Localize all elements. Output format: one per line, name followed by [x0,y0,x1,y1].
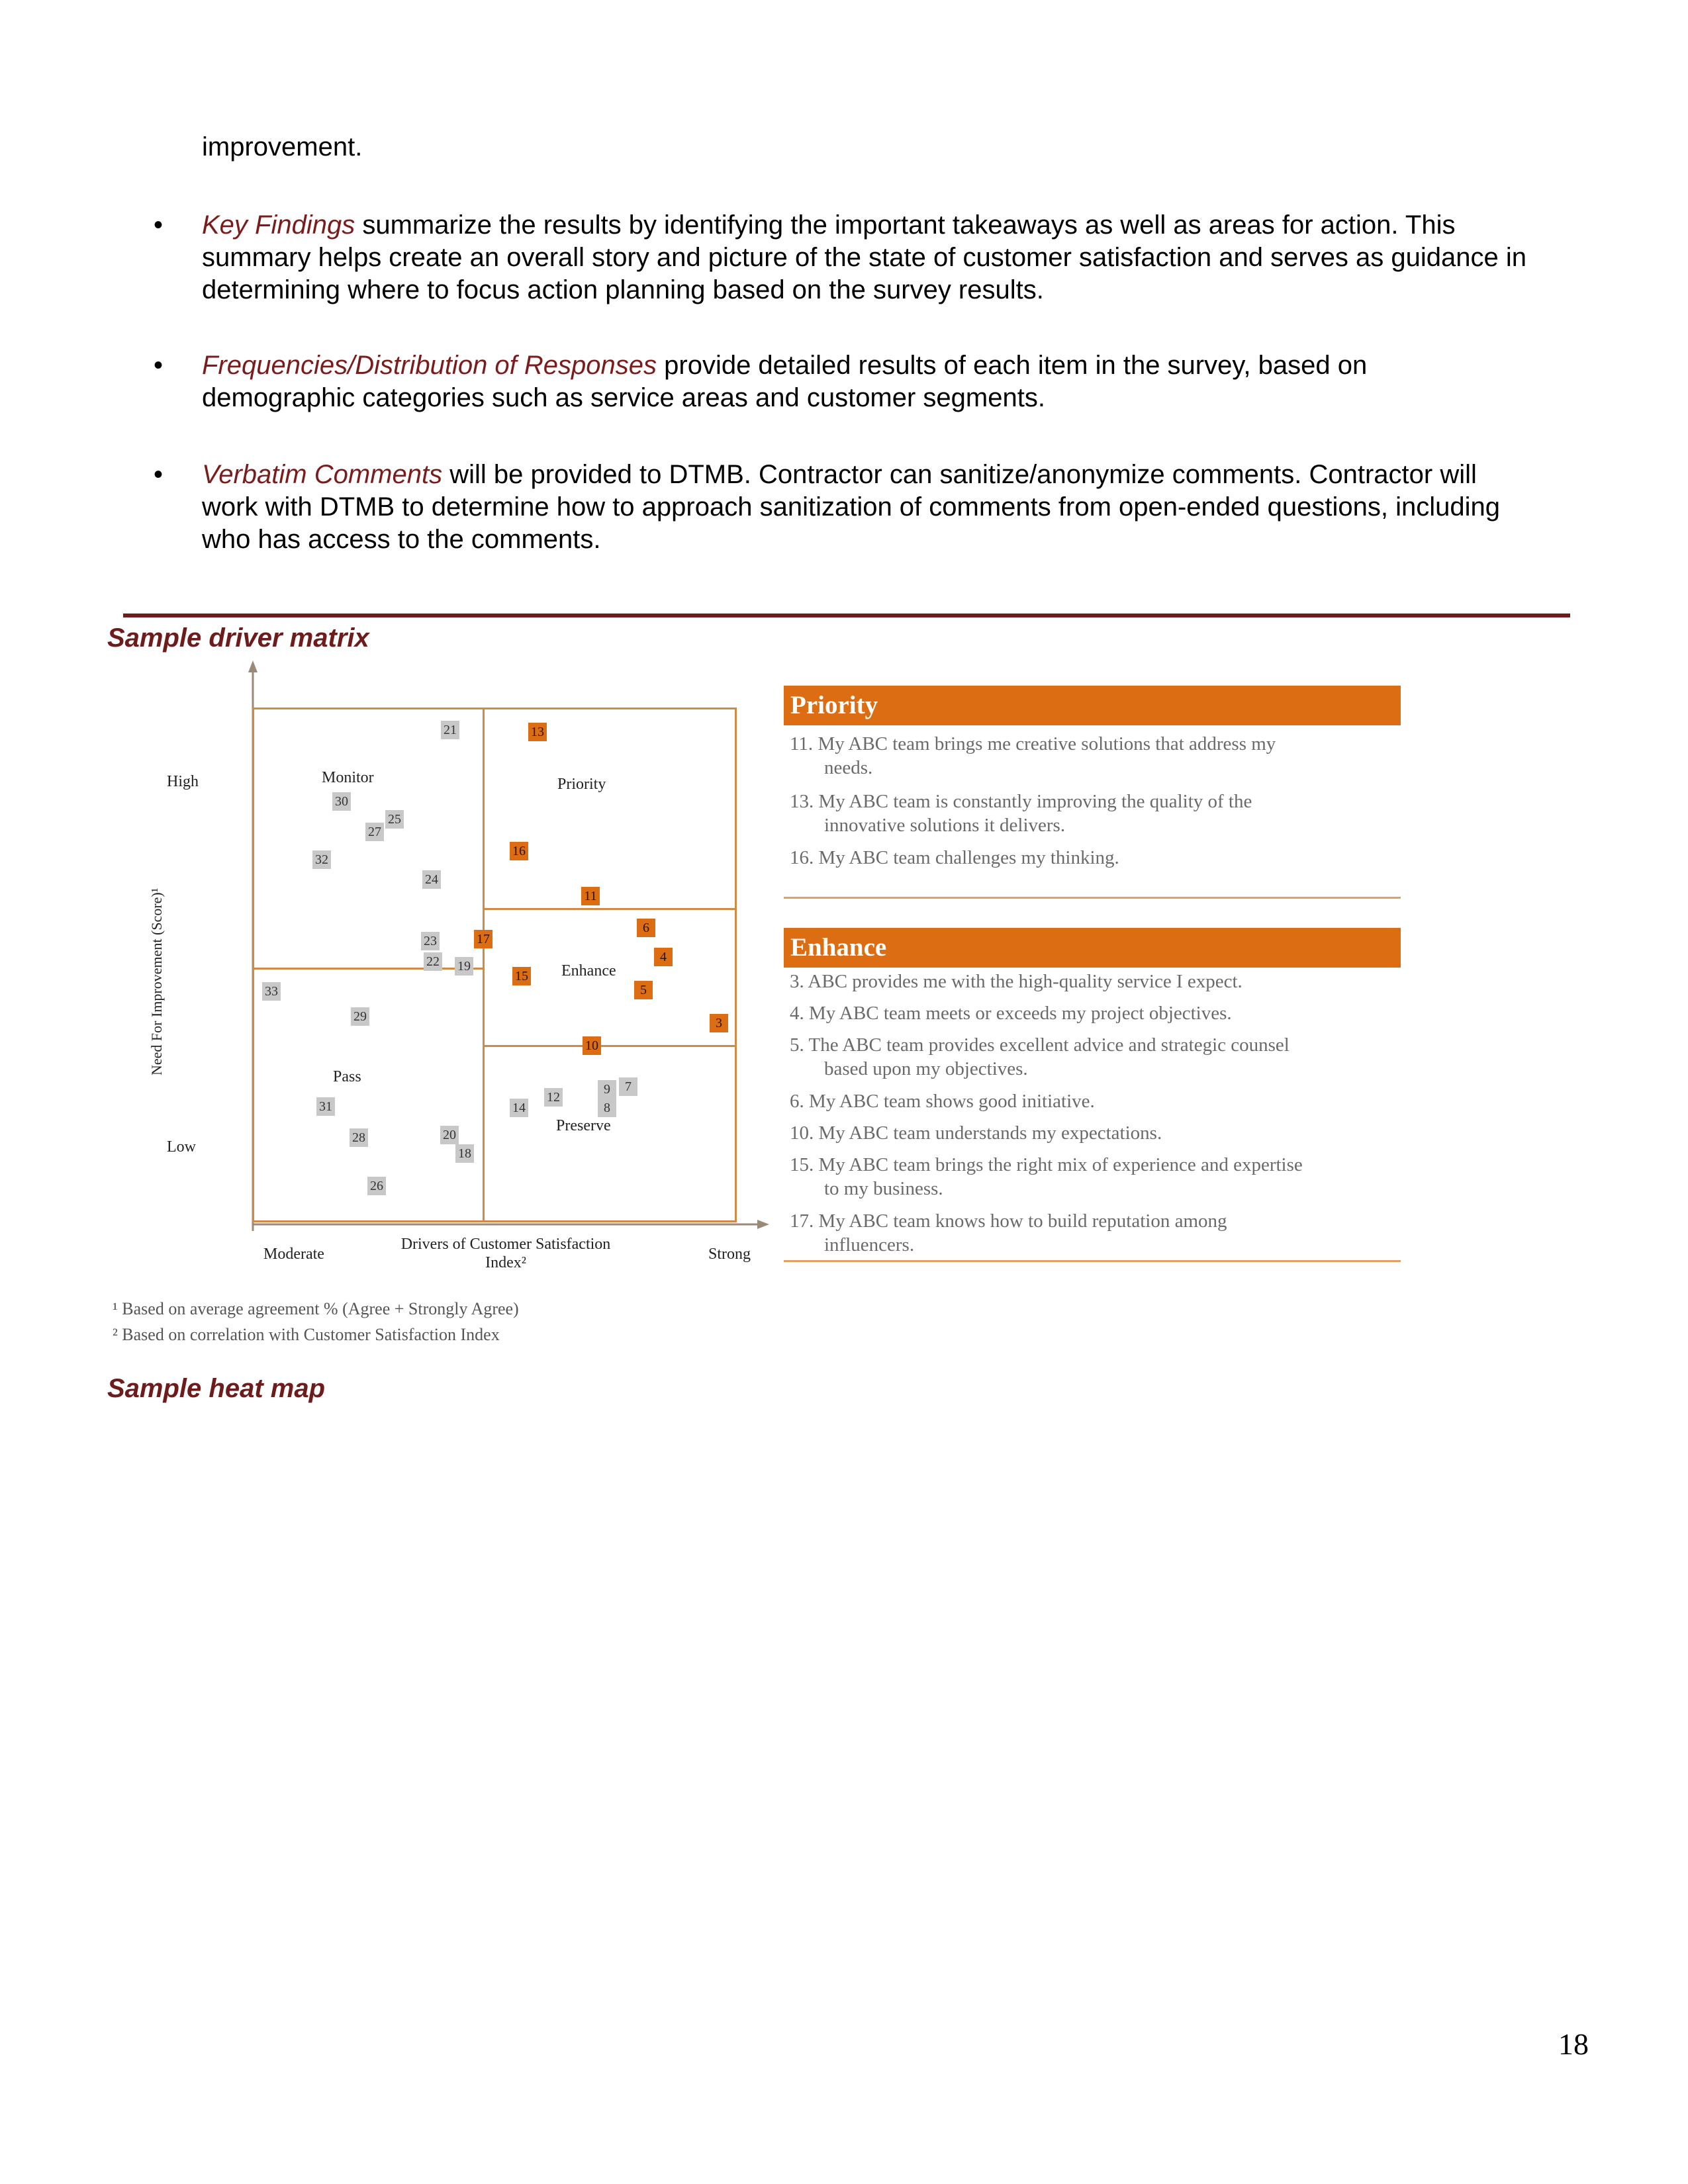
key-findings-text: summarize the results by identifying the important takeaways as well as areas for action. This summary helps create an overall story and picture of the state of customer satisfaction and serves as guidance in determining where to focus action planning based on the survey results. [202,210,1527,304]
bullet-glyph: • [154,210,164,240]
enhance-item [790,970,1399,993]
matrix-marker: 27 [365,823,384,841]
enhance-panel-rule [784,1260,1401,1262]
x-axis-label-line2: Index² [485,1254,526,1271]
x-axis-arrow [757,1220,769,1229]
quadrant-label-pass: Pass [333,1068,361,1085]
matrix-marker: 19 [455,957,473,976]
matrix-marker: 24 [422,870,441,889]
enhance-item-cont: influencers. [824,1234,915,1255]
bullet-glyph: • [154,351,164,380]
matrix-marker: 10 [583,1036,601,1055]
footnote-2: ² Based on correlation with Customer Satisfaction Index [113,1325,500,1344]
matrix-marker: 25 [385,810,404,829]
enhance-item [790,1033,1399,1081]
priority-panel-header: Priority [784,686,1401,725]
matrix-marker: 28 [350,1128,368,1147]
enhance-panel-header: Enhance [784,928,1401,968]
enhance-item [790,1209,1399,1257]
matrix-marker: 18 [455,1144,474,1163]
matrix-marker: 12 [544,1088,563,1107]
enhance-item-cont: to my business. [824,1178,943,1199]
driver-matrix-title: Sample driver matrix [107,623,369,653]
matrix-marker: 31 [316,1097,335,1116]
matrix-marker: 32 [312,850,331,869]
priority-item-text: My ABC team challenges my thinking. [818,847,1119,868]
enhance-item-num: 10. [790,1122,814,1144]
matrix-marker: 26 [367,1177,386,1195]
matrix-marker: 3 [710,1014,728,1032]
y-axis-label: Need For Improvement (Score)¹ [148,887,165,1075]
priority-item-text: My ABC team is constantly improving the quality of the [818,791,1252,812]
quadrant-label-priority: Priority [557,776,606,793]
matrix-marker: 23 [421,932,440,950]
quadrant-priority [483,707,737,910]
priority-item-cont: innovative solutions it delivers. [824,815,1066,836]
matrix-marker: 7 [619,1077,637,1096]
priority-panel-rule [784,897,1401,899]
enhance-item-text: My ABC team meets or exceeds my project objectives. [809,1003,1232,1024]
priority-item-num: 11. [790,733,814,754]
priority-item [790,790,1399,837]
matrix-marker: 29 [351,1007,369,1026]
matrix-marker: 14 [510,1099,528,1117]
enhance-item-text: ABC provides me with the high-quality service I expect. [808,971,1243,992]
matrix-marker: 5 [634,981,653,999]
priority-item-text: My ABC team brings me creative solutions that address my [818,733,1276,754]
matrix-marker: 22 [424,952,442,971]
matrix-marker: 13 [528,723,547,741]
x-strong-label: Strong [708,1246,751,1263]
enhance-item [790,1153,1399,1201]
enhance-item-text: My ABC team brings the right mix of experience and expertise [818,1154,1303,1175]
matrix-marker: 16 [510,842,528,860]
matrix-marker: 33 [262,982,281,1001]
enhance-item-num: 6. [790,1091,804,1112]
matrix-marker: 20 [440,1126,459,1144]
carryover-text: improvement. [202,132,363,161]
enhance-item-cont: based upon my objectives. [824,1058,1028,1079]
key-findings-lead: Key Findings [202,210,355,240]
verbatim-lead: Verbatim Comments [202,460,443,489]
enhance-item-num: 3. [790,971,804,992]
matrix-marker: 21 [441,721,459,739]
bullet-glyph: • [154,460,164,489]
frequencies-lead: Frequencies/Distribution of Responses [202,351,657,380]
quadrant-label-preserve: Preserve [556,1117,611,1134]
matrix-marker: 30 [332,792,351,811]
x-axis-label [385,1235,626,1272]
x-axis-label-line1: Drivers of Customer Satisfaction [400,1236,611,1253]
page-number: 18 [1558,2027,1589,2061]
quadrant-label-enhance: Enhance [561,962,616,979]
matrix-marker: 15 [512,967,531,985]
enhance-item-num: 5. [790,1034,804,1056]
verbatim-text: will be provided to DTMB. Contractor can sanitize/anonymize comments. Contractor will work with DTMB to determine how to approach sanitization of comments from open-ended questions, including who has access to the comments. [202,460,1500,554]
priority-item-cont: needs. [824,757,873,778]
quadrant-label-monitor: Monitor [322,769,374,786]
enhance-item [790,1001,1399,1025]
enhance-item-num: 15. [790,1154,814,1175]
matrix-marker: 9 [598,1080,616,1099]
enhance-item-text: My ABC team understands my expectations. [818,1122,1162,1144]
y-low-label: Low [167,1138,196,1156]
enhance-item [790,1121,1399,1145]
matrix-marker: 11 [581,887,600,905]
matrix-marker: 8 [598,1099,616,1117]
enhance-item-text: My ABC team knows how to build reputation among [818,1210,1227,1232]
enhance-item-num: 4. [790,1003,804,1024]
priority-item-num: 16. [790,847,814,868]
priority-item [790,732,1399,780]
matrix-marker: 17 [474,930,492,948]
y-axis-arrow [248,660,258,672]
footnote-1: ¹ Based on average agreement % (Agree + Strongly Agree) [113,1299,519,1318]
enhance-item-text: My ABC team shows good initiative. [809,1091,1095,1112]
enhance-item-text: The ABC team provides excellent advice and strategic counsel [808,1034,1289,1056]
priority-item-num: 13. [790,791,814,812]
enhance-item-num: 17. [790,1210,814,1232]
y-high-label: High [167,773,199,790]
heat-map-title: Sample heat map [107,1374,326,1403]
priority-item [790,846,1399,870]
matrix-marker: 4 [654,948,673,966]
matrix-marker: 6 [637,919,655,937]
x-moderate-label: Moderate [263,1246,324,1263]
enhance-item [790,1089,1399,1113]
frequencies-text: provide detailed results of each item in the survey, based on demographic categories such as service areas and customer segments. [202,351,1368,412]
